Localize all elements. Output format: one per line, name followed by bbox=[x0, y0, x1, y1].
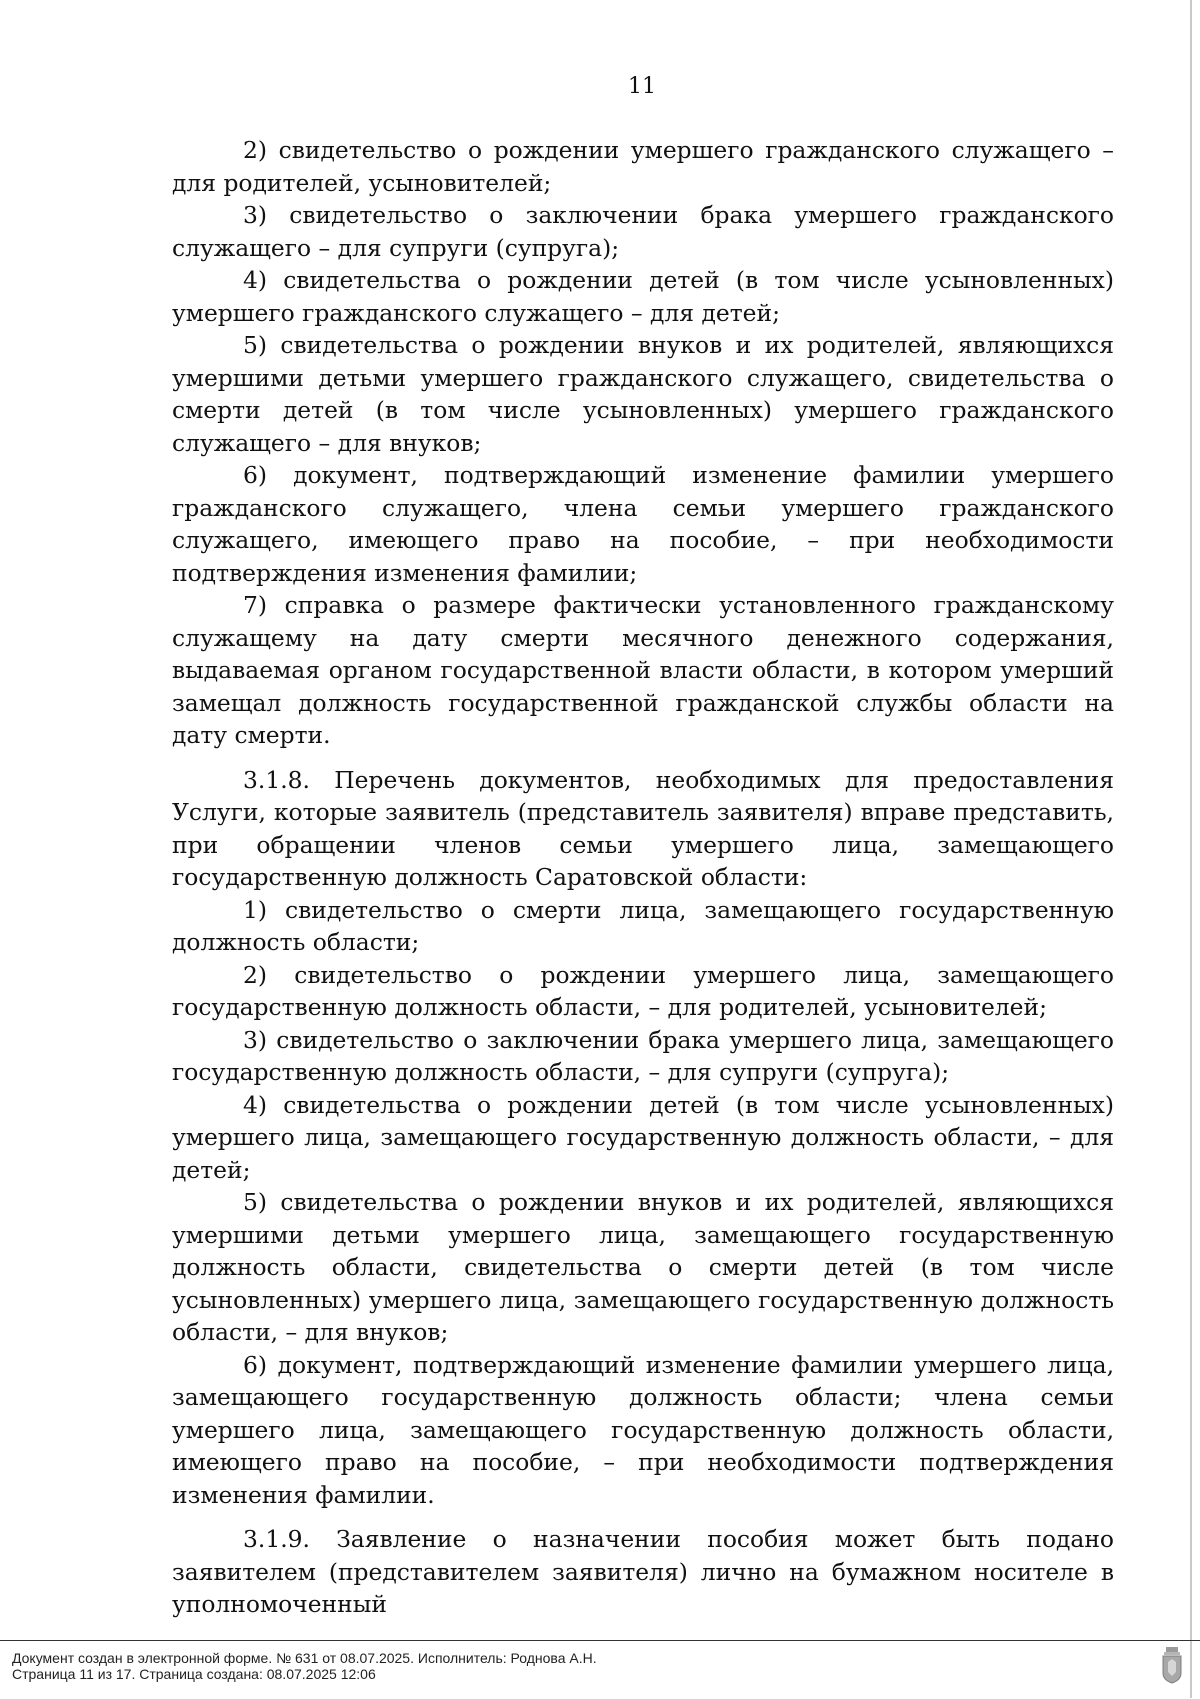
list-item-4: 4) свидетельства о рождении детей (в том числе усыновленных) умершего лица, замещающего государственную должность области, – для детей; bbox=[172, 1090, 1114, 1184]
footer-line-document-info: Документ создан в электронной форме. № 631 от 08.07.2025. Исполнитель: Роднова А.Н. bbox=[12, 1650, 597, 1666]
page-number: 11 bbox=[628, 74, 656, 99]
document-footer bbox=[0, 1640, 1200, 1699]
list-item-6: 6) документ, подтверждающий изменение фамилии умершего лица, замещающего государственную должность области; члена семьи умершего лица, замещающего государственную должность области, имеющего право на пособие, – при необходимости подтверждения изменения фамилии. bbox=[172, 1350, 1114, 1509]
paragraph-item-2: 2) свидетельство о рождении умершего гражданского служащего – для родителей, усыновителей; bbox=[172, 136, 1114, 197]
list-item-3: 3) свидетельство о заключении брака умершего лица, замещающего государственную должность области, – для супруги (супруга); bbox=[172, 1025, 1114, 1086]
paragraph-item-4: 4) свидетельства о рождении детей (в том числе усыновленных) умершего гражданского служащего – для детей; bbox=[172, 266, 1114, 327]
footer-text bbox=[12, 1650, 597, 1682]
list-item-5: 5) свидетельства о рождении внуков и их родителей, являющихся умершими детьми умершего лица, замещающего государственную должность области, свидетельства о смерти детей (в том числе усыновленных) умершего лица, замещающего государственную должность области, – для внуков; bbox=[172, 1188, 1114, 1346]
page-edge-line bbox=[1190, 0, 1192, 1698]
paragraph-item-3: 3) свидетельство о заключении брака умершего гражданского служащего – для супруги (супруга); bbox=[172, 201, 1114, 262]
footer-line-page-info: Страница 11 из 17. Страница создана: 08.07.2025 12:06 bbox=[12, 1666, 376, 1682]
paragraph-item-5: 5) свидетельства о рождении внуков и их родителей, являющихся умершими детьми умершего гражданского служащего, свидетельства о смерти детей (в том числе усыновленных) умершего гражданского служащего – для внуков; bbox=[172, 331, 1114, 457]
paragraph-item-6: 6) документ, подтверждающий изменение фамилии умершего гражданского служащего, члена семьи умершего гражданского служащего, имеющего право на пособие, – при необходимости подтверждения изменения фамилии; bbox=[172, 461, 1114, 587]
paragraph-item-7: 7) справка о размере фактически установленного гражданскому служащему на дату смерти месячного денежного содержания, выдаваемая органом государственной власти области, в котором умерший замещал должность государственной гражданской службы области на дату смерти. bbox=[172, 591, 1114, 749]
list-item-2: 2) свидетельство о рождении умершего лица, замещающего государственную должность области, – для родителей, усыновителей; bbox=[172, 960, 1114, 1021]
coat-of-arms-icon bbox=[1160, 1645, 1184, 1685]
section-3-1-8: 3.1.8. Перечень документов, необходимых для предоставления Услуги, которые заявитель (представитель заявителя) вправе представить, при обращении членов семьи умершего лица, замещающего государственную должность Саратовской области: bbox=[172, 765, 1114, 891]
section-3-1-9: 3.1.9. Заявление о назначении пособия может быть подано заявителем (представителем заявителя) лично на бумажном носителе в уполномоченный bbox=[172, 1525, 1114, 1618]
list-item-1: 1) свидетельство о смерти лица, замещающего государственную должность области; bbox=[172, 895, 1114, 956]
document-body bbox=[172, 134, 1114, 1621]
